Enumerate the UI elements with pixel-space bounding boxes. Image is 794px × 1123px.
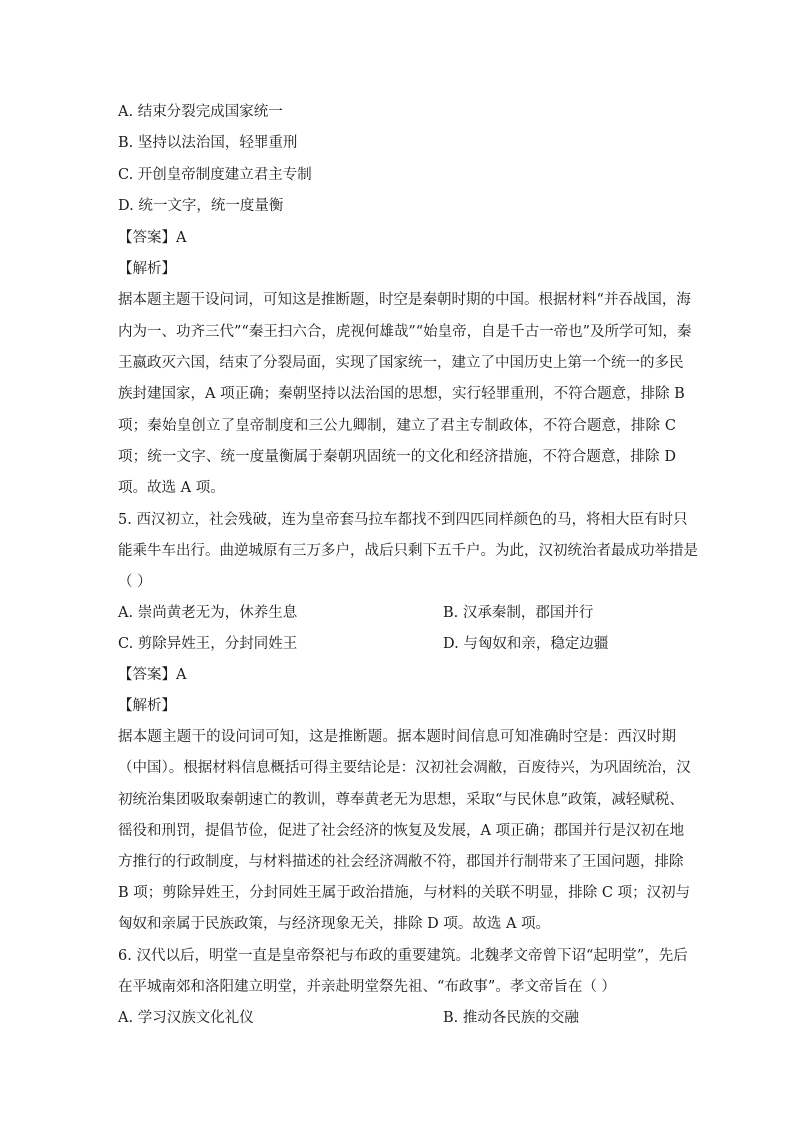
q4-analysis-line: 内为一、功齐三代”“秦王扫六合，虎视何雄哉”“始皇帝，自是千古一帝也”及所学可知，秦 xyxy=(118,324,692,340)
q5-analysis-line: （中国）。根据材料信息概括可得主要结论是：汉初社会凋敝，百废待兴，为巩固统治，汉 xyxy=(118,760,691,776)
q5-analysis-line: 徭役和刑罚，提倡节俭，促进了社会经济的恢复及发展，A 项正确；郡国并行是汉初在地 xyxy=(118,823,685,839)
q5-option-b: B. 汉承秦制，郡国并行 xyxy=(443,605,594,621)
q5-stem-line: 5. 西汉初立，社会残破，连为皇帝套马拉车都找不到四匹同样颜色的马，将相大臣有时只 xyxy=(118,512,688,528)
q4-analysis-line: 项；秦始皇创立了皇帝制度和三公九卿制，建立了君主专制政体，不符合题意，排除 C xyxy=(118,418,676,434)
q5-option-a: A. 崇尚黄老无为，休养生息 xyxy=(118,605,298,621)
q5-analysis-line: 初统治集团吸取秦朝速亡的教训，尊奉黄老无为思想，采取“与民休息”政策，减轻赋税、 xyxy=(118,792,684,808)
q6-stem-line: 在平城南郊和洛阳建立明堂，并亲赴明堂祭先祖、“布政事”。孝文帝旨在（ ） xyxy=(118,979,616,995)
q5-analysis-line: 据本题主题干的设问词可知，这是推断题。据本题时间信息可知准确时空是：西汉时期 xyxy=(118,729,676,745)
q5-analysis-line: 方推行的行政制度，与材料描述的社会经济凋敝不符，郡国并行制带来了王国问题，排除 xyxy=(118,854,684,870)
q5-option-c: C. 剪除异姓王，分封同姓王 xyxy=(118,636,298,652)
q6-option-b: B. 推动各民族的交融 xyxy=(443,1010,579,1026)
q5-analysis-line: B 项；剪除异姓王，分封同姓王属于政治措施，与材料的关联不明显，排除 C 项；汉初与 xyxy=(118,885,691,901)
q4-analysis-line: 据本题主题干设问词，可知这是推断题，时空是秦朝时期的中国。根据材料“并吞战国，海 xyxy=(118,292,691,308)
q5-answer: 【答案】A xyxy=(118,667,187,683)
q4-option-a: A. 结束分裂完成国家统一 xyxy=(118,104,283,120)
q4-analysis-line: 项；统一文字、统一度量衡属于秦朝巩固统一的文化和经济措施，不符合题意，排除 D xyxy=(118,449,676,465)
q4-analysis-line: 项。故选 A 项。 xyxy=(118,480,225,496)
q5-stem-line: 能乘牛车出行。曲逆城原有三万多户，战后只剩下五千户。为此，汉初统治者最成功举措是 xyxy=(118,543,698,559)
q4-analysis-line: 族封建国家，A 项正确；秦朝坚持以法治国的思想，实行轻罪重刑，不符合题意，排除 B xyxy=(118,386,685,402)
q6-stem-line: 6. 汉代以后，明堂一直是皇帝祭祀与布政的重要建筑。北魏孝文帝曾下诏“起明堂”，先后 xyxy=(118,948,688,964)
q5-stem-line: （ ） xyxy=(118,574,152,590)
q4-option-b: B. 坚持以法治国，轻罪重刑 xyxy=(118,135,298,151)
q6-option-a: A. 学习汉族文化礼仪 xyxy=(118,1010,254,1026)
q4-analysis-heading: 【解析】 xyxy=(118,261,176,277)
q5-analysis-heading: 【解析】 xyxy=(118,698,176,714)
q4-option-d: D. 统一文字，统一度量衡 xyxy=(118,198,284,214)
q4-analysis-line: 王嬴政灭六国，结束了分裂局面，实现了国家统一，建立了中国历史上第一个统一的多民 xyxy=(118,355,684,371)
q5-analysis-line: 匈奴和亲属于民族政策，与经济现象无关，排除 D 项。故选 A 项。 xyxy=(118,916,551,932)
q4-answer: 【答案】A xyxy=(118,230,187,246)
q4-option-c: C. 开创皇帝制度建立君主专制 xyxy=(118,167,312,183)
q5-option-d: D. 与匈奴和亲，稳定边疆 xyxy=(443,636,609,652)
